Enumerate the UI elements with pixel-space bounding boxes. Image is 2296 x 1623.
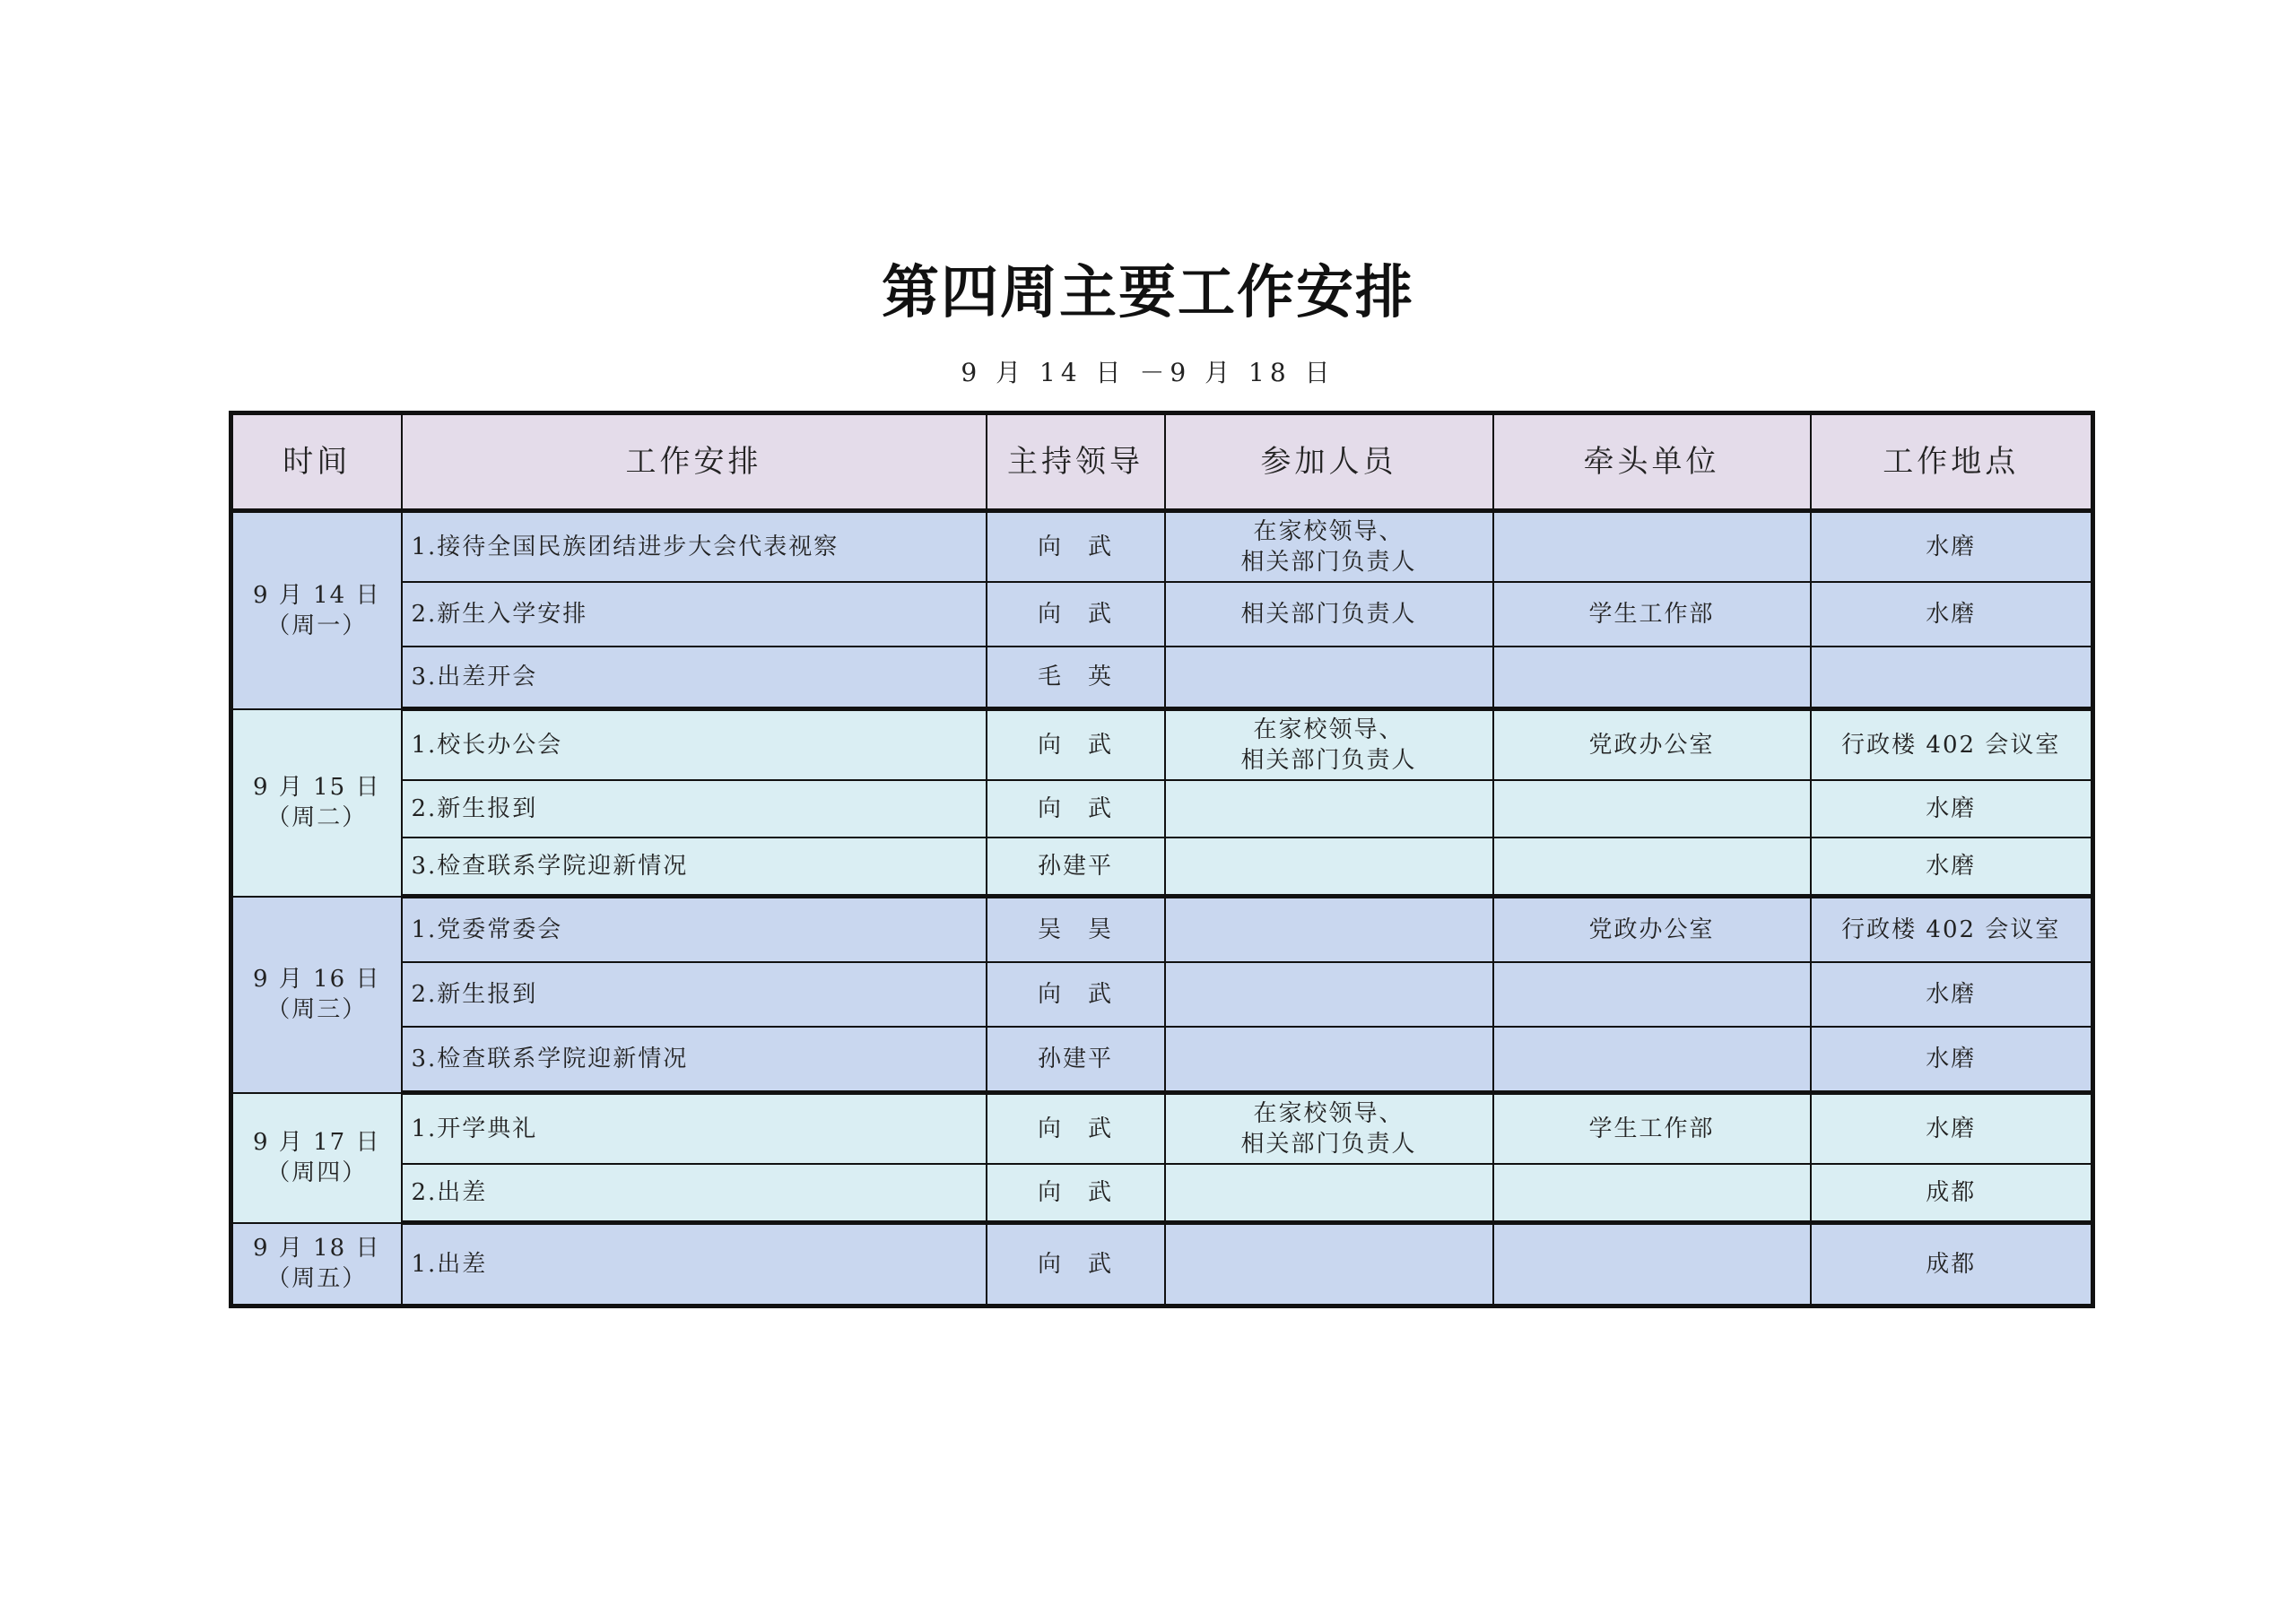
day-date: 9 月 14 日	[253, 581, 381, 609]
header-host-leader: 主持领导	[987, 413, 1165, 511]
lead-unit-cell	[1493, 511, 1811, 583]
header-attendees: 参加人员	[1165, 413, 1493, 511]
header-lead-unit: 牵头单位	[1493, 413, 1811, 511]
day-cell	[231, 897, 402, 1093]
table-row	[231, 1223, 2093, 1306]
location-cell: 成都	[1811, 1223, 2093, 1306]
schedule-table	[229, 411, 2095, 1308]
lead-unit-cell: 党政办公室	[1493, 897, 1811, 963]
task-cell: 2.出差	[402, 1164, 987, 1223]
table-row	[231, 1164, 2093, 1223]
host-cell: 向 武	[987, 962, 1165, 1027]
table-row	[231, 1093, 2093, 1165]
attendees-line: 相关部门负责人	[1240, 601, 1417, 628]
task-cell: 1.党委常委会	[402, 897, 987, 963]
host-cell: 向 武	[987, 511, 1165, 583]
day-cell	[231, 1093, 402, 1223]
host-cell: 毛 英	[987, 647, 1165, 709]
attendees-cell	[1165, 1223, 1493, 1306]
attendees-cell	[1165, 1093, 1493, 1165]
table-row	[231, 838, 2093, 897]
table-row	[231, 647, 2093, 709]
attendees-line: 相关部门负责人	[1240, 747, 1417, 774]
task-cell: 3.检查联系学院迎新情况	[402, 1027, 987, 1093]
table-row	[231, 1027, 2093, 1093]
host-cell: 向 武	[987, 1093, 1165, 1165]
day-weekday: （周四）	[266, 1159, 368, 1186]
lead-unit-cell	[1493, 780, 1811, 838]
task-cell: 3.检查联系学院迎新情况	[402, 838, 987, 897]
lead-unit-cell	[1493, 647, 1811, 709]
lead-unit-cell: 党政办公室	[1493, 709, 1811, 781]
location-cell: 水磨	[1811, 582, 2093, 647]
header-time: 时间	[231, 413, 402, 511]
date-range: 9 月 14 日 －9 月 18 日	[961, 358, 1335, 387]
host-cell: 孙建平	[987, 1027, 1165, 1093]
attendees-cell	[1165, 1164, 1493, 1223]
task-cell: 1.接待全国民族团结进步大会代表视察	[402, 511, 987, 583]
host-cell: 向 武	[987, 709, 1165, 781]
task-cell: 2.新生报到	[402, 962, 987, 1027]
attendees-line: 在家校领导、	[1253, 716, 1405, 743]
day-weekday: （周五）	[266, 1265, 368, 1293]
location-cell: 水磨	[1811, 962, 2093, 1027]
location-cell: 行政楼 402 会议室	[1811, 897, 2093, 963]
table-header-row	[231, 413, 2093, 511]
attendees-cell	[1165, 962, 1493, 1027]
task-cell: 2.新生入学安排	[402, 582, 987, 647]
day-weekday: （周二）	[266, 804, 368, 831]
location-cell: 水磨	[1811, 511, 2093, 583]
page-title: 第四周主要工作安排	[882, 259, 1414, 326]
attendees-cell	[1165, 838, 1493, 897]
lead-unit-cell: 学生工作部	[1493, 582, 1811, 647]
location-cell: 水磨	[1811, 1027, 2093, 1093]
task-cell: 2.新生报到	[402, 780, 987, 838]
location-cell: 水磨	[1811, 780, 2093, 838]
day-date: 9 月 17 日	[253, 1129, 381, 1156]
host-cell: 孙建平	[987, 838, 1165, 897]
lead-unit-cell	[1493, 962, 1811, 1027]
lead-unit-cell	[1493, 1027, 1811, 1093]
task-cell: 1.出差	[402, 1223, 987, 1306]
day-cell	[231, 709, 402, 897]
location-cell: 水磨	[1811, 838, 2093, 897]
attendees-cell	[1165, 647, 1493, 709]
task-cell: 1.校长办公会	[402, 709, 987, 781]
day-date: 9 月 16 日	[253, 966, 381, 993]
header-work-arrangement: 工作安排	[402, 413, 987, 511]
attendees-cell	[1165, 1027, 1493, 1093]
day-date: 9 月 18 日	[253, 1235, 381, 1263]
day-cell	[231, 1223, 402, 1306]
table-row	[231, 780, 2093, 838]
attendees-line: 相关部门负责人	[1240, 549, 1417, 576]
day-weekday: （周三）	[266, 996, 368, 1023]
day-cell	[231, 511, 402, 709]
attendees-cell	[1165, 582, 1493, 647]
table-row	[231, 511, 2093, 583]
task-cell: 3.出差开会	[402, 647, 987, 709]
host-cell: 吴 昊	[987, 897, 1165, 963]
lead-unit-cell	[1493, 1164, 1811, 1223]
attendees-cell	[1165, 709, 1493, 781]
task-cell: 1.开学典礼	[402, 1093, 987, 1165]
lead-unit-cell	[1493, 838, 1811, 897]
host-cell: 向 武	[987, 780, 1165, 838]
host-cell: 向 武	[987, 582, 1165, 647]
table-row	[231, 582, 2093, 647]
table-row	[231, 709, 2093, 781]
host-cell: 向 武	[987, 1164, 1165, 1223]
attendees-line: 在家校领导、	[1253, 518, 1405, 545]
day-date: 9 月 15 日	[253, 774, 381, 801]
location-cell: 行政楼 402 会议室	[1811, 709, 2093, 781]
location-cell: 水磨	[1811, 1093, 2093, 1165]
attendees-line: 相关部门负责人	[1240, 1131, 1417, 1158]
attendees-line: 在家校领导、	[1253, 1100, 1405, 1127]
location-cell	[1811, 647, 2093, 709]
header-location: 工作地点	[1811, 413, 2093, 511]
attendees-cell	[1165, 897, 1493, 963]
attendees-cell	[1165, 780, 1493, 838]
lead-unit-cell: 学生工作部	[1493, 1093, 1811, 1165]
day-weekday: （周一）	[266, 612, 368, 639]
attendees-cell	[1165, 511, 1493, 583]
location-cell: 成都	[1811, 1164, 2093, 1223]
table-row	[231, 962, 2093, 1027]
lead-unit-cell	[1493, 1223, 1811, 1306]
host-cell: 向 武	[987, 1223, 1165, 1306]
table-row	[231, 897, 2093, 963]
